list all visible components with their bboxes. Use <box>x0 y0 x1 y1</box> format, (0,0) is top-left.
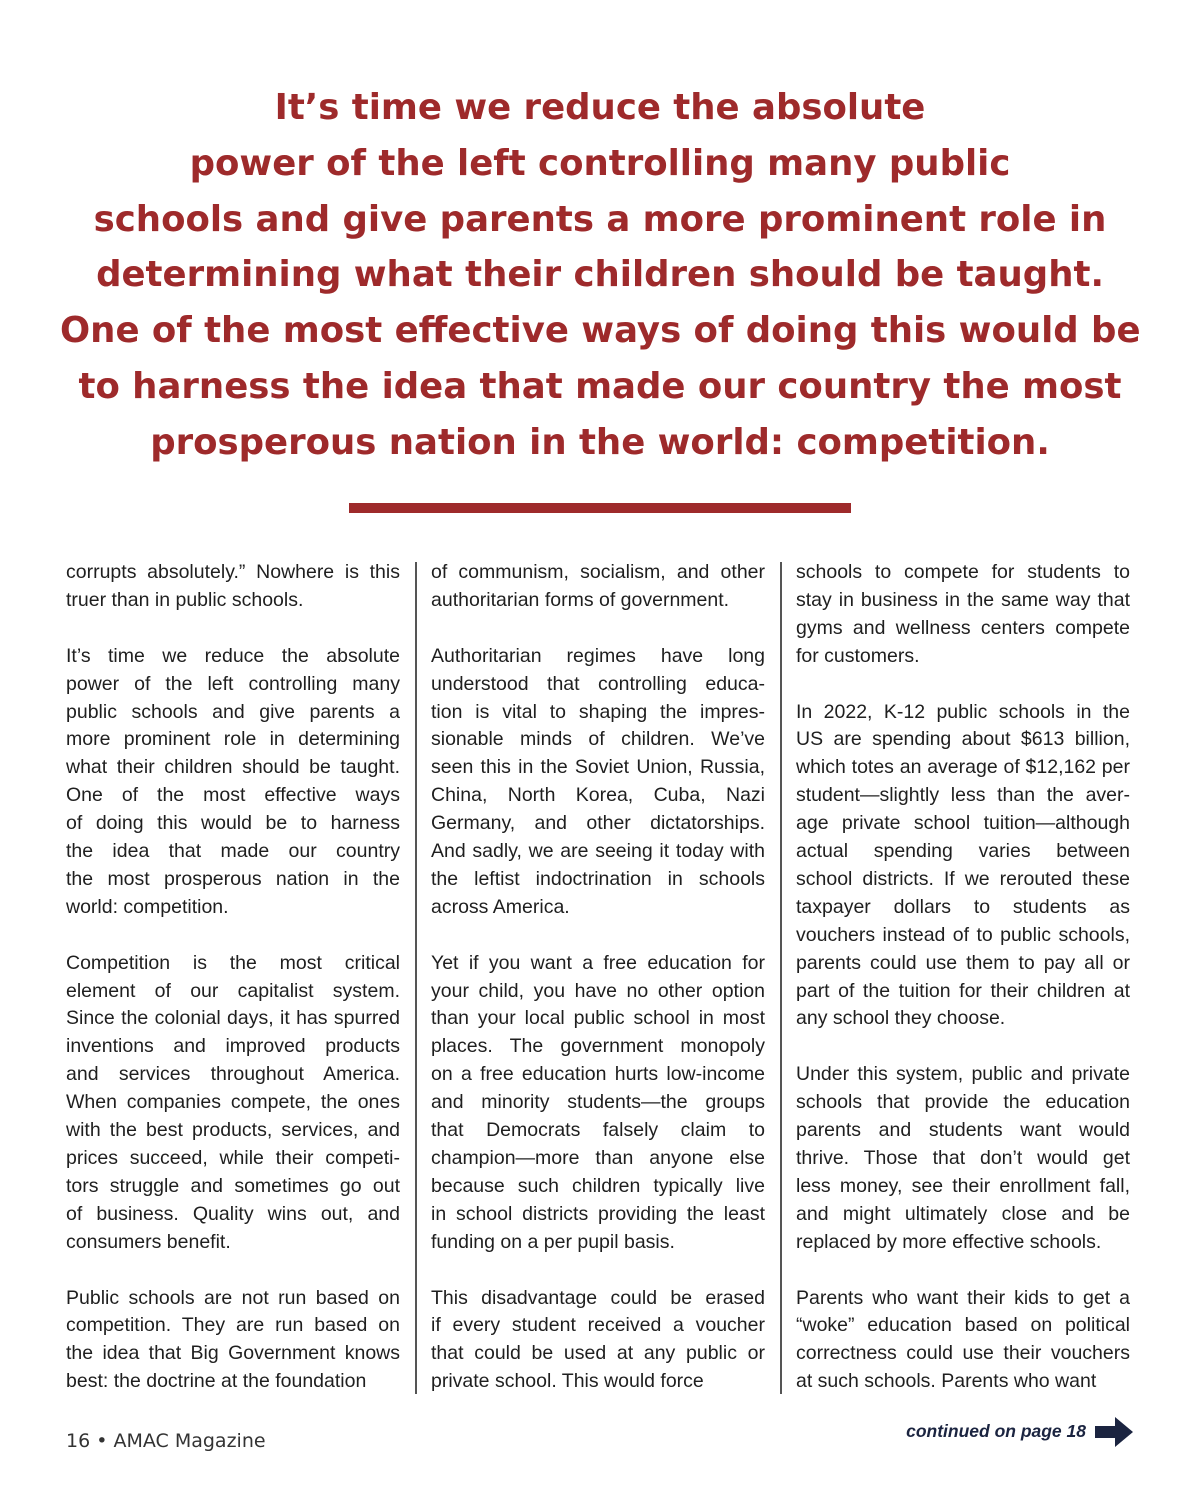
pull-quote-line: to harness the idea that made our country the most <box>78 365 1122 407</box>
text-line: Yet if you want a free education for <box>431 951 765 974</box>
text-line: because such children typically live <box>431 1174 765 1197</box>
text-line: of doing this would be to harness <box>66 812 400 835</box>
text-line: parents could use them to pay all or <box>796 951 1130 974</box>
text-line: if every student received a voucher <box>431 1314 765 1337</box>
text-line: your child, you have no other option <box>431 979 765 1002</box>
text-line: corrupts absolutely.” Nowhere is this <box>66 561 400 583</box>
article-paragraph <box>431 1285 765 1397</box>
text-line: sionable minds of children. We’ve <box>431 728 765 751</box>
text-line: public schools and give parents a <box>66 700 400 723</box>
text-line: element of our capitalist system. <box>66 979 400 1002</box>
page-folio: 16 • AMAC Magazine <box>66 1430 266 1452</box>
article-paragraph <box>66 950 400 1257</box>
text-line: the idea that Big Government knows <box>66 1342 400 1365</box>
text-line: and services throughout America. <box>66 1063 400 1086</box>
text-line: When companies compete, the ones <box>66 1091 400 1114</box>
article-paragraph <box>431 559 765 615</box>
text-line: understood that controlling educa- <box>431 672 765 695</box>
text-line: One of the most effective ways <box>66 784 400 807</box>
text-line: and might ultimately close and be <box>796 1202 1130 1225</box>
text-line: tion is vital to shaping the impres- <box>431 700 765 723</box>
text-line: competition. They are run based on <box>66 1314 400 1337</box>
text-line: Competition is the most critical <box>66 951 400 974</box>
text-line: champion—more than anyone else <box>431 1147 765 1169</box>
text-line: thrive. Those that don’t would get <box>796 1147 1130 1169</box>
text-line: seen this in the Soviet Union, Russia, <box>431 756 765 779</box>
text-line: gyms and wellness centers compete <box>796 616 1130 639</box>
text-line: It’s time we reduce the absolute <box>66 644 400 667</box>
text-line: power of the left controlling many <box>66 672 400 695</box>
text-line: than your local public school in most <box>431 1007 765 1030</box>
text-line: part of the tuition for their children at <box>796 979 1130 1002</box>
text-line: places. The government monopoly <box>431 1035 765 1058</box>
text-line: private school. This would force <box>431 1370 704 1393</box>
text-line: Under this system, public and private <box>796 1063 1130 1086</box>
text-line: tors struggle and sometimes go out <box>66 1174 400 1197</box>
text-line: Since the colonial days, it has spurred <box>66 1007 400 1030</box>
text-line: world: competition. <box>66 895 229 918</box>
text-line: of business. Quality wins out, and <box>66 1202 400 1225</box>
article-paragraph <box>796 699 1130 1034</box>
text-line: that Democrats falsely claim to <box>431 1119 765 1142</box>
pull-quote-line: schools and give parents a more prominent role in <box>93 198 1107 240</box>
text-line: student—slightly less than the aver- <box>796 784 1130 807</box>
text-line: This disadvantage could be erased <box>431 1286 765 1309</box>
text-line: “woke” education based on political <box>796 1314 1130 1337</box>
pull-quote-line: power of the left controlling many public <box>189 142 1011 184</box>
text-line: schools that provide the education <box>796 1091 1130 1114</box>
text-line: that could be used at any public or <box>431 1342 765 1365</box>
text-line: of communism, socialism, and other <box>431 561 765 583</box>
text-line: school districts. If we rerouted these <box>796 867 1130 890</box>
text-line: less money, see their enrollment fall, <box>796 1174 1130 1197</box>
text-line: Germany, and other dictatorships. <box>431 812 765 835</box>
text-line: parents and students want would <box>796 1119 1130 1142</box>
text-line: consumers benefit. <box>66 1230 231 1253</box>
text-line: vouchers instead of to public schools, <box>796 923 1130 946</box>
text-line: on a free education hurts low-income <box>431 1063 765 1086</box>
article-column-3 <box>796 559 1130 1424</box>
text-line: taxpayer dollars to students as <box>796 895 1130 918</box>
text-line: authoritarian forms of government. <box>431 588 730 611</box>
right-arrow-icon[interactable] <box>1093 1414 1135 1450</box>
text-line: inventions and improved products <box>66 1035 400 1058</box>
text-line: age private school tuition—although <box>796 812 1130 835</box>
pull-quote-line: One of the most effective ways of doing this would be <box>60 310 1141 352</box>
text-line: across America. <box>431 895 570 918</box>
article-paragraph <box>431 643 765 922</box>
text-line: Public schools are not run based on <box>66 1286 400 1309</box>
text-line: best: the doctrine at the foundation <box>66 1370 367 1393</box>
text-line: correctness could use their vouchers <box>796 1342 1130 1365</box>
text-line: the most prosperous nation in the <box>66 867 400 890</box>
text-line: in school districts providing the least <box>431 1202 765 1225</box>
article-paragraph <box>796 1285 1130 1397</box>
text-line: with the best products, services, and <box>66 1119 400 1142</box>
column-divider <box>780 562 782 1394</box>
article-paragraph <box>796 559 1130 671</box>
article-paragraph <box>431 950 765 1257</box>
article-paragraph <box>66 559 400 615</box>
article-paragraph <box>66 643 400 922</box>
pull-quote-divider <box>349 503 851 513</box>
text-line: actual spending varies between <box>796 840 1130 863</box>
pull-quote-line: It’s time we reduce the absolute <box>274 87 926 128</box>
text-line: schools to compete for students to <box>796 561 1130 583</box>
text-line: replaced by more effective schools. <box>796 1230 1102 1253</box>
text-line: funding on a per pupil basis. <box>431 1230 675 1253</box>
pull-quote-line: determining what their children should be taught. <box>96 254 1104 296</box>
continued-link[interactable]: continued on page 18 <box>906 1421 1086 1441</box>
article-column-1 <box>66 559 400 1424</box>
text-line: for customers. <box>796 644 920 667</box>
column-divider <box>415 562 417 1394</box>
text-line: truer than in public schools. <box>66 588 304 611</box>
text-line: the idea that made our country <box>66 840 400 863</box>
text-line: Parents who want their kids to get a <box>796 1286 1130 1309</box>
text-line: Authoritarian regimes have long <box>431 644 765 667</box>
text-line: the leftist indoctrination in schools <box>431 867 765 890</box>
article-paragraph <box>66 1285 400 1397</box>
text-line: stay in business in the same way that <box>796 588 1130 611</box>
text-line: at such schools. Parents who want <box>796 1370 1097 1393</box>
text-line: and minority students—the groups <box>431 1091 765 1114</box>
text-line: US are spending about $613 billion, <box>796 728 1130 751</box>
text-line: China, North Korea, Cuba, Nazi <box>431 784 765 807</box>
article-paragraph <box>796 1061 1130 1256</box>
text-line: And sadly, we are seeing it today with <box>431 840 765 863</box>
text-line: In 2022, K-12 public schools in the <box>796 700 1130 723</box>
text-line: more prominent role in determining <box>66 728 400 751</box>
text-line: prices succeed, while their competi- <box>66 1147 400 1169</box>
text-line: any school they choose. <box>796 1007 1006 1030</box>
pull-quote <box>60 80 1140 471</box>
text-line: what their children should be taught. <box>66 756 400 779</box>
pull-quote-line: prosperous nation in the world: competition. <box>150 421 1050 463</box>
text-line: which totes an average of $12,162 per <box>796 756 1130 779</box>
article-column-2 <box>431 559 765 1424</box>
